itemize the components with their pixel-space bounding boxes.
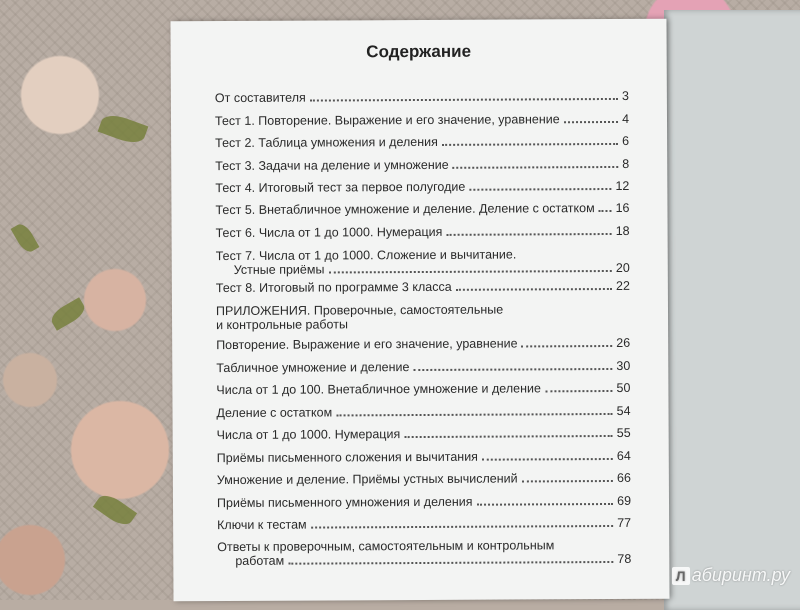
toc-line <box>216 359 630 375</box>
facing-page <box>664 10 800 610</box>
toc-entry <box>217 404 631 420</box>
entry-title: Умножение и деление. Приёмы устных вычислений <box>216 471 518 488</box>
entry-title: Тест 3. Задачи на деление и умножение <box>215 157 449 174</box>
page-number: 4 <box>622 111 630 126</box>
toc-entry <box>216 247 630 277</box>
toc-entry <box>217 426 631 442</box>
toc-entry <box>216 224 630 240</box>
page-number: 26 <box>616 335 631 350</box>
toc-line <box>216 336 630 352</box>
toc-line <box>216 224 630 240</box>
dot-leader <box>404 435 613 438</box>
dot-leader <box>522 480 613 482</box>
dot-leader <box>311 525 614 529</box>
entry-title: Ключи к тестам <box>217 517 307 533</box>
entry-title-line2: Устные приёмы <box>233 262 325 277</box>
toc-entry <box>215 179 629 195</box>
toc-line <box>217 449 631 465</box>
entry-title: Деление с остатком <box>216 405 333 421</box>
toc-entry <box>216 381 630 397</box>
dot-leader <box>413 368 612 371</box>
entry-title-line1: Тест 7. Числа от 1 до 1000. Сложение и вычитание. <box>215 247 517 264</box>
toc-entry <box>217 516 631 532</box>
page-number: 8 <box>622 156 630 171</box>
entry-title: Повторение. Выражение и его значение, уравнение <box>216 336 518 353</box>
book-page <box>170 19 669 602</box>
toc-line <box>217 494 631 510</box>
toc-line <box>215 89 629 105</box>
entry-title: Тест 1. Повторение. Выражение и его значение, уравнение <box>214 112 560 129</box>
page-number: 22 <box>615 278 630 293</box>
page-number: 64 <box>616 448 631 463</box>
page-number: 30 <box>616 358 631 373</box>
dot-leader <box>288 561 613 565</box>
toc-line <box>216 261 630 277</box>
toc-line <box>216 381 630 397</box>
toc-line <box>215 157 629 173</box>
dot-leader <box>456 288 612 291</box>
toc-line <box>215 134 629 150</box>
watermark <box>672 565 790 586</box>
toc-entry <box>217 449 631 465</box>
toc-entry <box>217 494 631 510</box>
toc-entry <box>217 538 631 568</box>
page-number: 16 <box>615 200 630 215</box>
table-of-contents <box>214 69 632 568</box>
toc-entry <box>216 336 630 352</box>
dot-leader <box>599 210 612 212</box>
dot-leader <box>564 121 618 123</box>
page-number: 55 <box>616 425 631 440</box>
entry-title: Приёмы письменного умножения и деления <box>216 494 473 511</box>
toc-entry <box>215 157 629 173</box>
page-number: 6 <box>622 133 630 148</box>
toc-entry <box>217 471 631 487</box>
toc-line <box>217 471 631 487</box>
dot-leader <box>310 98 618 102</box>
toc-entry <box>215 112 629 128</box>
page-number: 77 <box>617 515 632 530</box>
page-number: 69 <box>617 493 632 508</box>
entry-title: Тест 2. Таблица умножения и деления <box>215 134 438 151</box>
entry-title: От составителя <box>214 90 306 106</box>
toc-line <box>216 279 630 295</box>
section-heading-line1: ПРИЛОЖЕНИЯ. Проверочные, самостоятельные <box>215 302 504 319</box>
entry-title: Табличное умножение и деление <box>216 360 410 376</box>
toc-line <box>217 404 631 420</box>
dot-leader <box>469 188 611 191</box>
dot-leader <box>446 233 611 236</box>
toc-entry <box>215 89 629 105</box>
toc-entry <box>215 201 629 217</box>
dot-leader <box>482 458 613 461</box>
toc-entry <box>216 359 630 375</box>
entry-title: Тест 4. Итоговый тест за первое полугодие <box>215 179 466 196</box>
toc-line <box>217 426 631 442</box>
toc-entry <box>215 134 629 150</box>
dot-leader <box>477 503 614 506</box>
entry-title-line2: работам <box>235 553 285 568</box>
section-heading-line2: и контрольные работы <box>216 317 348 333</box>
toc-line <box>217 552 631 568</box>
entry-title: Тест 5. Внетабличное умножение и деление. Деление с остатком <box>215 201 595 218</box>
page-number: 20 <box>615 260 630 275</box>
entry-title: Приёмы письменного сложения и вычитания <box>216 449 478 466</box>
dot-leader <box>545 390 613 392</box>
toc-line <box>215 179 629 195</box>
page-number: 18 <box>615 223 630 238</box>
page-number: 12 <box>615 178 630 193</box>
toc-entry <box>216 302 630 332</box>
dot-leader <box>453 166 619 169</box>
page-number: 66 <box>616 470 631 485</box>
page-title: Содержание <box>366 41 472 62</box>
page-number: 3 <box>621 88 629 103</box>
entry-title-line1: Ответы к проверочным, самостоятельным и контрольным <box>217 538 555 555</box>
dot-leader <box>328 270 611 273</box>
entry-title: Числа от 1 до 100. Внетабличное умножение и деление <box>216 381 541 398</box>
entry-title: Числа от 1 до 1000. Нумерация <box>216 427 401 443</box>
watermark-mark: Л <box>672 567 690 585</box>
entry-title: Тест 6. Числа от 1 до 1000. Нумерация <box>215 224 443 241</box>
dot-leader <box>336 413 612 416</box>
toc-entry <box>216 279 630 295</box>
page-number: 50 <box>616 380 631 395</box>
entry-title: Тест 8. Итоговый по программе 3 класса <box>215 279 452 296</box>
toc-line <box>215 201 629 217</box>
toc-line <box>215 112 629 128</box>
toc-line <box>217 516 631 532</box>
page-number: 78 <box>617 551 632 566</box>
dot-leader <box>522 345 613 347</box>
dot-leader <box>442 143 618 146</box>
watermark-text: абиринт.ру <box>691 565 790 585</box>
page-number: 54 <box>616 403 631 418</box>
